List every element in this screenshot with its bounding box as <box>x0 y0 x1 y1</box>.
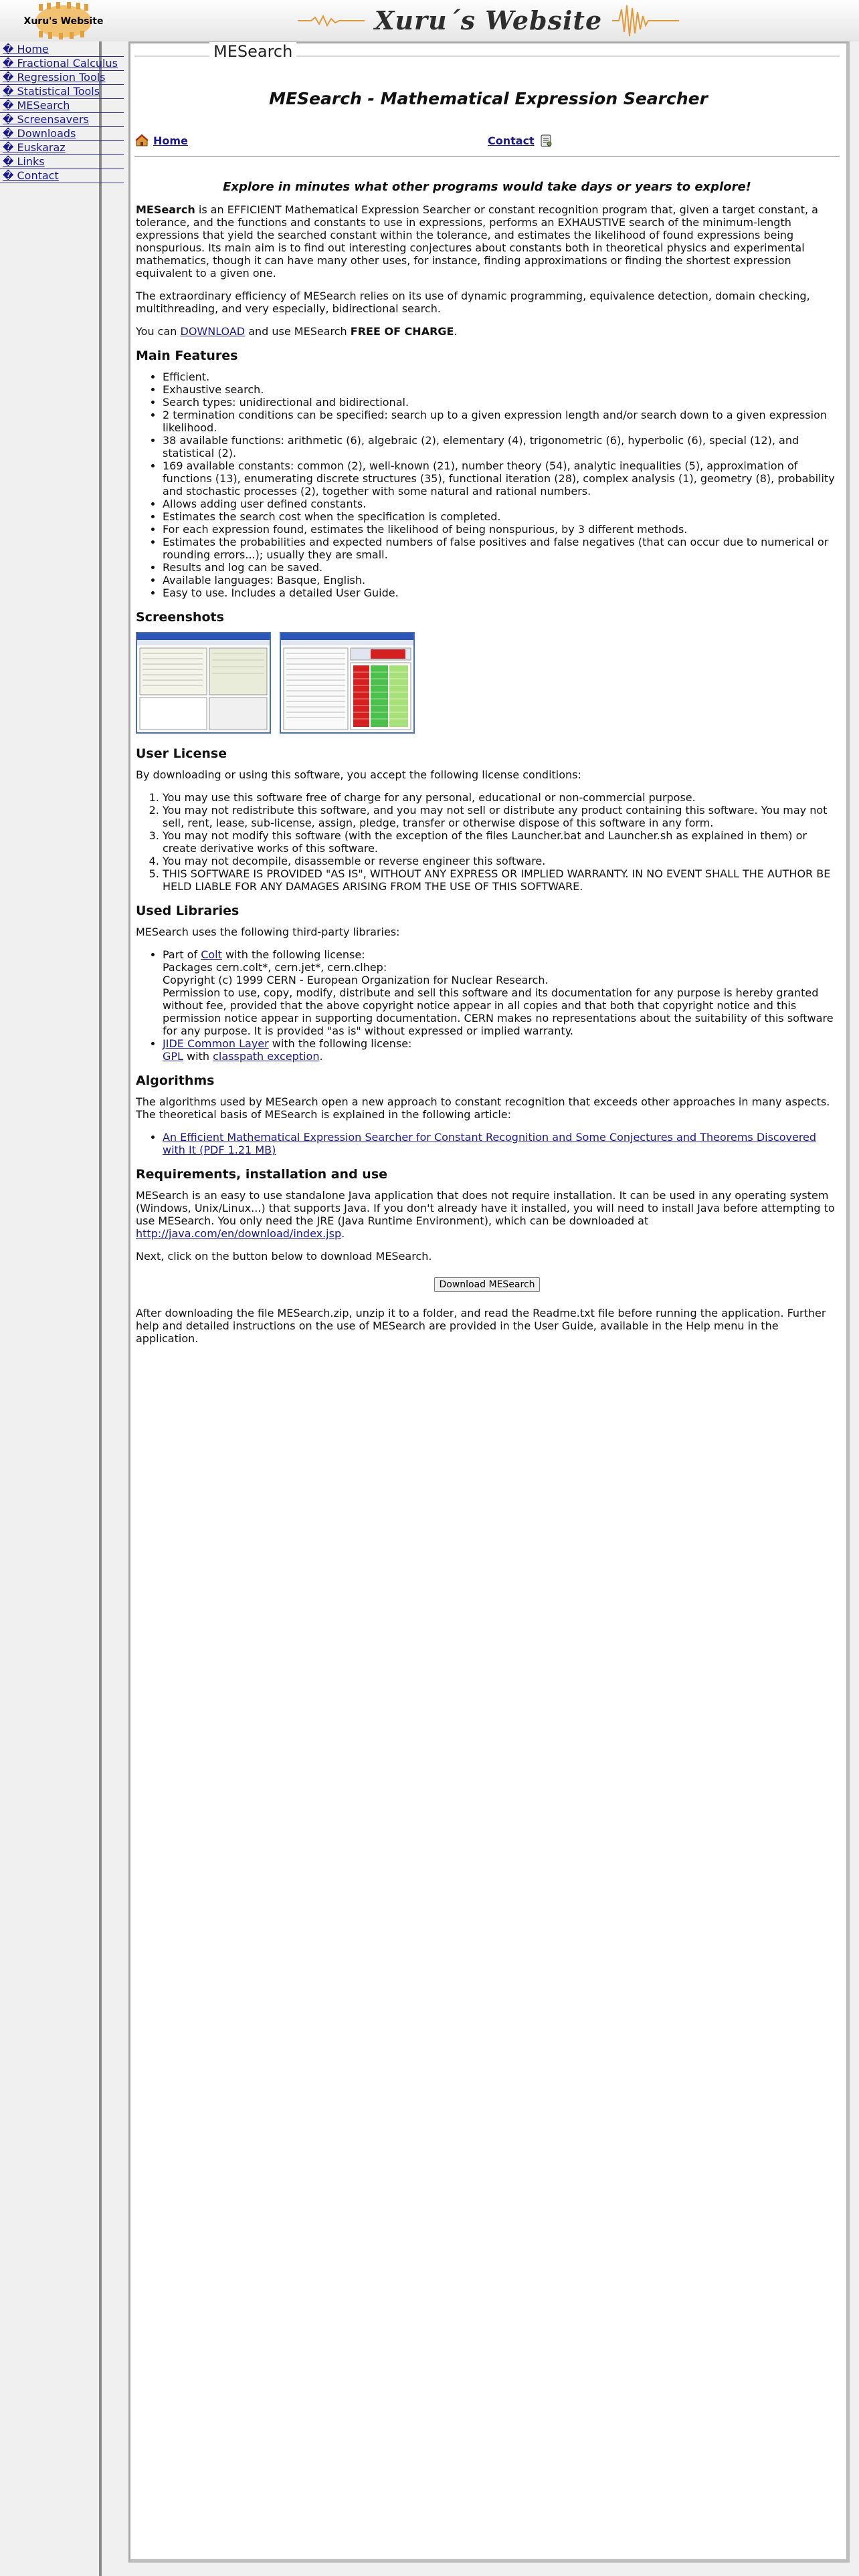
sidebar-item-downloads <box>0 127 127 141</box>
page-body <box>136 181 838 1355</box>
logo-text: Xuru's Website <box>23 16 104 27</box>
colt-pre: Part of <box>163 948 201 961</box>
requirements-body: MESearch is an easy to use standalone Java application that does not require installation. It can be used in any operating system (Windows, Unix/Linux...) that supports Java. If you don't already have it installed, you will need to install Java before attempting to use MESearch. You only need the JRE (Java Runtime Environment), which can be downloaded at <box>136 1189 835 1227</box>
contact-link[interactable]: Contact <box>488 134 535 147</box>
feature-item: • Easy to use. Includes a detailed User Guide. <box>163 586 838 599</box>
sidebar-item-mesearch <box>0 99 127 113</box>
intro-bold: MESearch <box>136 203 195 216</box>
section-header <box>130 43 846 60</box>
site-logo[interactable] <box>23 1 104 40</box>
jide-with: with <box>183 1050 213 1063</box>
jide-post: with the following license: <box>268 1037 412 1050</box>
feature-item: • Results and log can be saved. <box>163 561 838 574</box>
sidebar-link-statistical-tools[interactable]: � Statistical Tools <box>3 85 100 98</box>
classpath-exception-link[interactable]: classpath exception <box>213 1050 320 1063</box>
library-item-colt <box>163 948 838 1037</box>
download-mesearch-button[interactable]: Download MESearch <box>434 1277 539 1292</box>
efficiency-paragraph: The extraordinary efficiency of MESearch relies on its use of dynamic programming, equivalence detection, domain checking, multithreading, and very especially, bidirectional search. <box>136 290 810 315</box>
sidebar-link-screensavers[interactable]: � Screensavers <box>3 113 89 126</box>
license-intro: By downloading or using this software, you accept the following license conditions: <box>136 768 581 781</box>
feature-item: • For each expression found, estimates the likelihood of being nonspurious, by 3 different methods. <box>163 523 838 536</box>
intro-text: is an EFFICIENT Mathematical Expression Searcher or constant recognition program that, given a target constant, a tolerance, and the functions and constants to use in expressions, performs an EXHAUSTIVE search of the minimum-length expressions that yield the searched constant within the tolerance, and estimates the likelihood of found expressions being nonspurious. Its main aim is to find out interesting conjectures about constants both in theoretical physics and experimental mathematics, though it can have many other uses, for instance, finding approximations or finding the shortest expression equivalent to a given one. <box>136 203 818 280</box>
screenshot-image-2 <box>281 633 413 732</box>
sidebar-item-home <box>0 43 127 57</box>
download-paragraph <box>136 325 838 338</box>
sidebar-link-regression-tools[interactable]: � Regression Tools <box>3 71 106 84</box>
screenshot-thumbnail-1[interactable] <box>136 632 271 734</box>
banner-title: Xuru´s Website <box>374 5 603 35</box>
screenshot-image-1 <box>137 633 270 732</box>
sidebar-link-fractional-calculus[interactable]: � Fractional Calculus <box>3 57 118 70</box>
libraries-list <box>136 948 838 1063</box>
sidebar-item-regression-tools <box>0 71 127 85</box>
download-mid: and use MESearch <box>245 325 351 338</box>
license-item: 2. You may not redistribute this software, and you may not sell or distribute any product containing this software. You may not sell, rent, lease, sub-license, assign, pledge, transfer or otherwise dispose of this software in any form. <box>163 804 838 829</box>
colt-post: with the following license: <box>221 948 365 961</box>
tagline: Explore in minutes what other programs would take days or years to explore! <box>223 180 751 194</box>
sidebar-link-home[interactable]: � Home <box>3 43 49 56</box>
sidebar-divider <box>99 41 102 2576</box>
section-title: MESearch <box>209 42 296 61</box>
features-heading: Main Features <box>136 348 238 363</box>
sidebar-link-mesearch[interactable]: � MESearch <box>3 99 70 112</box>
colt-packages: Packages cern.colt*, cern.jet*, cern.clhep: <box>163 961 387 974</box>
sidebar <box>0 41 118 2576</box>
license-item: 1. You may use this software free of charge for any personal, educational or non-commercial purpose. <box>163 791 838 804</box>
top-links-rule <box>134 156 840 157</box>
page-heading: MESearch - Mathematical Expression Searcher <box>269 89 708 108</box>
download-link[interactable]: DOWNLOAD <box>180 325 246 338</box>
sidebar-link-euskaraz[interactable]: � Euskaraz <box>3 141 66 154</box>
colt-link[interactable]: Colt <box>201 948 222 961</box>
after-download-text: After downloading the file MESearch.zip, unzip it to a folder, and read the Readme.txt file before running the application. Further help and detailed instructions on the use of MESearch are provided in the User Guide, available in the Help menu in the application. <box>136 1307 826 1345</box>
article-item <box>163 1131 838 1156</box>
screenshots-gallery <box>136 632 838 736</box>
license-item: 4. You may not decompile, disassemble or reverse engineer this software. <box>163 855 838 867</box>
download-pre: You can <box>136 325 181 338</box>
feature-item: • Estimates the probabilities and expected numbers of false positives and false negatives (that can occur due to numerical or rounding errors...); usually they are small. <box>163 536 838 561</box>
feature-item: • Exhaustive search. <box>163 383 838 396</box>
home-link-group <box>134 133 188 148</box>
requirements-end: . <box>341 1227 345 1240</box>
license-item: 5. THIS SOFTWARE IS PROVIDED "AS IS", WITHOUT ANY EXPRESS OR IMPLIED WARRANTY. IN NO EVENT SHALL THE AUTHOR BE HELD LIABLE FOR ANY DAMAGES ARISING FROM THE USE OF THIS SOFTWARE. <box>163 867 838 893</box>
site-banner <box>298 1 679 40</box>
license-list <box>136 791 838 893</box>
content-panel <box>128 41 850 2563</box>
top-banner <box>0 0 859 41</box>
feature-item: • Available languages: Basque, English. <box>163 574 838 586</box>
license-item: 3. You may not modify this software (with the exception of the files Launcher.bat and Launcher.sh as explained in them) or create derivative works of this software. <box>163 829 838 855</box>
sidebar-item-screensavers <box>0 113 127 127</box>
article-link[interactable]: An Efficient Mathematical Expression Searcher for Constant Recognition and Some Conjectures and Theorems Discovered with It (PDF 1.21 MB) <box>163 1131 817 1156</box>
library-item-jide <box>163 1037 838 1063</box>
algorithms-text: The algorithms used by MESearch open a new approach to constant recognition that exceeds other approaches in many aspects. The theoretical basis of MESearch is explained in the following article: <box>136 1095 830 1121</box>
sidebar-link-links[interactable]: � Links <box>3 155 45 168</box>
sidebar-item-euskaraz <box>0 141 127 155</box>
home-icon[interactable] <box>134 133 149 148</box>
sidebar-item-links <box>0 155 127 169</box>
screenshots-heading: Screenshots <box>136 610 224 625</box>
libraries-heading: Used Libraries <box>136 903 240 918</box>
feature-item: • Estimates the search cost when the specification is completed. <box>163 510 838 523</box>
home-link[interactable]: Home <box>153 134 188 147</box>
java-download-link[interactable]: http://java.com/en/download/index.jsp <box>136 1227 342 1240</box>
sidebar-item-contact <box>0 169 127 183</box>
top-links <box>134 133 840 160</box>
contact-icon[interactable] <box>539 133 553 148</box>
feature-item: • 2 termination conditions can be specified: search up to a given expression length and/or search down to a given expression likelihood. <box>163 409 838 434</box>
screenshot-thumbnail-2[interactable] <box>280 632 415 734</box>
feature-item: • 38 available functions: arithmetic (6), algebraic (2), elementary (4), trigonometric (6), hyperbolic (6), special (12), and statistical (2). <box>163 434 838 459</box>
requirements-text <box>136 1189 838 1240</box>
sidebar-item-statistical-tools <box>0 85 127 99</box>
colt-copyright: Copyright (c) 1999 CERN - European Organization for Nuclear Research. <box>163 974 549 986</box>
sidebar-item-fractional-calculus <box>0 57 127 71</box>
download-post: . <box>454 325 458 338</box>
intro-paragraph <box>136 203 838 280</box>
algorithms-heading: Algorithms <box>136 1073 215 1088</box>
download-button-wrap <box>136 1277 838 1292</box>
free-of-charge: FREE OF CHARGE <box>350 325 454 338</box>
jide-end: . <box>319 1050 323 1063</box>
colt-permission: Permission to use, copy, modify, distribute and sell this software and its documentation for any purpose is hereby granted without fee, provided that the above copyright notice appear in all copies and that both that copyright notice and this permission notice appear in supporting documentation. CERN makes no representations about the suitability of this software for any purpose. It is provided "as is" without expressed or implied warranty. <box>163 986 834 1037</box>
jide-link[interactable]: JIDE Common Layer <box>163 1037 269 1050</box>
sidebar-nav <box>0 43 127 183</box>
feature-item: • 169 available constants: common (2), well-known (21), number theory (54), analytic inequalities (5), approximation of functions (13), enumerating discrete structures (35), functional iteration (28), complex analysis (1), geometry (8), probability and stochastic processes (2), together with some natural and rational numbers. <box>163 459 838 498</box>
libraries-intro: MESearch uses the following third-party libraries: <box>136 926 400 938</box>
license-heading: User License <box>136 746 227 761</box>
gpl-link[interactable]: GPL <box>163 1050 183 1063</box>
sidebar-link-downloads[interactable]: � Downloads <box>3 127 76 140</box>
next-step-text: Next, click on the button below to download MESearch. <box>136 1250 432 1263</box>
feature-item: • Allows adding user defined constants. <box>163 498 838 510</box>
requirements-heading: Requirements, installation and use <box>136 1167 388 1182</box>
algorithms-list <box>136 1131 838 1156</box>
features-list <box>136 370 838 599</box>
contact-link-group <box>488 133 553 148</box>
sidebar-link-contact[interactable]: � Contact <box>3 169 59 182</box>
feature-item: • Efficient. <box>163 370 838 383</box>
feature-item: • Search types: unidirectional and bidirectional. <box>163 396 838 409</box>
